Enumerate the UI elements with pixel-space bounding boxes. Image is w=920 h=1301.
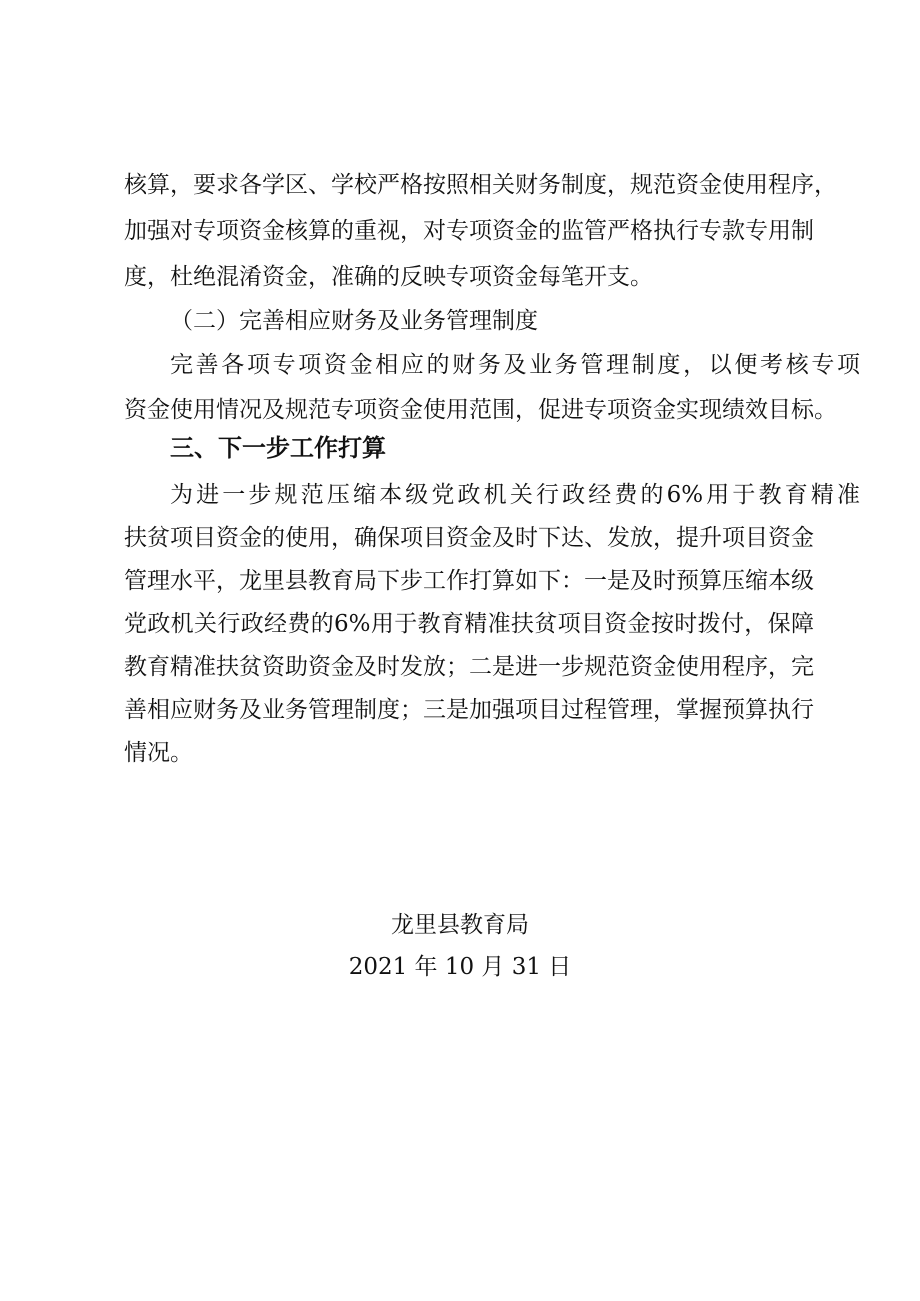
text-line: 加强对专项资金核算的重视，对专项资金的监管严格执行专款专用制	[124, 218, 814, 244]
text-line: 善相应财务及业务管理制度；三是加强项目过程管理，掌握预算执行	[124, 697, 814, 723]
signature-date: 2021 年 10 月 31 日	[348, 954, 572, 980]
text-line: 扶贫项目资金的使用，确保项目资金及时下达、发放，提升项目资金	[124, 525, 814, 551]
section-subheading: （二）完善相应财务及业务管理制度	[170, 308, 538, 334]
text-line: 管理水平，龙里县教育局下步工作打算如下：一是及时预算压缩本级	[124, 568, 814, 594]
text-line: 核算，要求各学区、学校严格按照相关财务制度，规范资金使用程序，	[124, 172, 837, 198]
text-line: 教育精准扶贫资助资金及时发放；二是进一步规范资金使用程序，完	[124, 654, 814, 680]
text-line: 完善各项专项资金相应的财务及业务管理制度，以便考核专项	[170, 352, 860, 378]
text-line: 党政机关行政经费的6%用于教育精准扶贫项目资金按时拨付，保障	[124, 611, 814, 637]
text-line: 度，杜绝混淆资金，准确的反映专项资金每笔开支。	[124, 264, 653, 290]
text-line: 情况。	[124, 740, 193, 766]
text-line: 资金使用情况及规范专项资金使用范围，促进专项资金实现绩效目标。	[124, 397, 837, 423]
text-line: 为进一步规范压缩本级党政机关行政经费的6%用于教育精准	[170, 482, 860, 508]
section-heading: 三、下一步工作打算	[170, 434, 386, 462]
signature-org: 龙里县教育局	[391, 912, 529, 938]
